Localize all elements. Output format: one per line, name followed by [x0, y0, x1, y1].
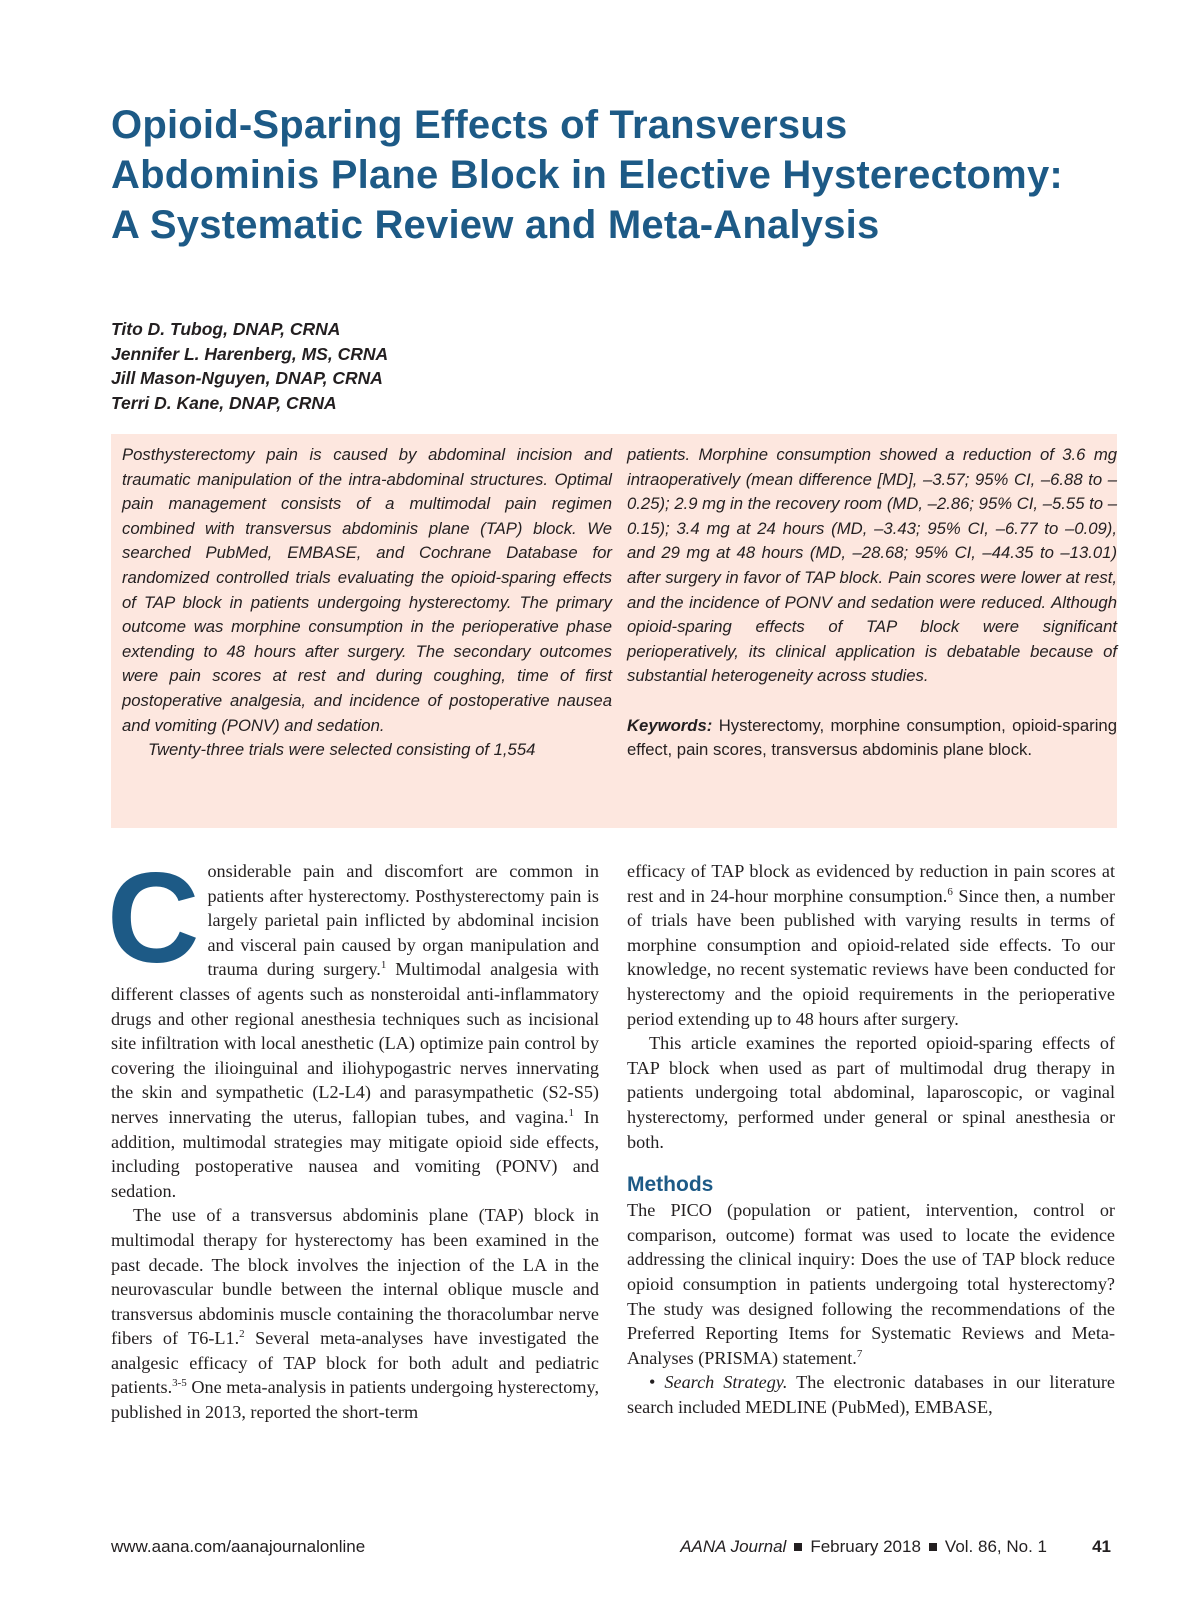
- body-text: In addition, multimodal strategies may mitigate opioid side effects, including postoperative nausea and vomiting (PONV) and sedation.: [111, 1106, 599, 1201]
- body-text: onsiderable pain and discomfort are common in patients after hysterectomy. Posthysterectomy pain is largely parietal pain inflicted by abdominal incision and visceral pain caused by organ manipulation and trauma during surgery.: [207, 861, 599, 980]
- journal-name: AANA Journal: [680, 1537, 787, 1556]
- reference-number: 3-5: [172, 1377, 187, 1390]
- square-bullet-icon: [794, 1543, 802, 1551]
- abstract-paragraph-continued: patients. Morphine consumption showed a reduction of 3.6 mg intraoperatively (mean difference [MD], –3.57; 95% CI, –6.88 to –0.25); 2.9 mg in the recovery room (MD, –2.86; 95% CI, –5.55 to –0.15); 3.4 mg at 24 hours (MD, –3.43; 95% CI, –6.77 to –0.09), and 29 mg at 48 hours (MD, –28.68; 95% CI, –44.35 to –13.01) after surgery in favor of TAP block. Pain scores were lower at rest, and the incidence of PONV and sedation were reduced. Although opioid-sparing effects of TAP block were significant perioperatively, its clinical application is debatable because of substantial heterogeneity across studies.: [627, 445, 1117, 686]
- author: Jill Mason-Nguyen, DNAP, CRNA: [111, 368, 383, 388]
- abstract-paragraph: Posthysterectomy pain is caused by abdominal incision and traumatic manipulation of the intra-abdominal structures. Optimal pain management consists of a multimodal pain regimen combined with transversus abdominis plane (TAP) block. We searched PubMed, EMBASE, and Cochrane Database for randomized controlled trials evaluating the opioid-sparing effects of TAP block in patients undergoing hysterectomy. The primary outcome was morphine consumption in the perioperative phase extending to 48 hours after surgery. The secondary outcomes were pain scores at rest and during coughing, time of first postoperative analgesia, and incidence of postoperative nausea and vomiting (PONV) and sedation.: [122, 445, 612, 735]
- author: Terri D. Kane, DNAP, CRNA: [111, 392, 337, 413]
- body-right-column: [627, 859, 1115, 1419]
- volume-issue: Vol. 86, No. 1: [944, 1537, 1047, 1556]
- title-line: Abdominis Plane Block in Elective Hysterectomy:: [111, 153, 1063, 197]
- body-paragraph: This article examines the reported opioid-sparing effects of TAP block when used as part of multimodal drug therapy in patients undergoing total abdominal, laparoscopic, or vaginal hysterectomy, performed under general or spinal anesthesia or both.: [627, 1033, 1115, 1152]
- body-paragraph-continued: [627, 859, 1115, 1031]
- reference-number: 1: [380, 959, 387, 972]
- article-title: [111, 100, 1131, 250]
- body-left-column: [107, 847, 599, 1425]
- body-text: Since then, a number of trials have been published with varying results in terms of morphine consumption and opioid-related side effects. To our knowledge, no recent systematic reviews have been conducted for hysterectomy and the opioid requirements in the perioperative period extending up to 48 hours after surgery.: [627, 885, 1115, 1029]
- journal-citation: [680, 1535, 1047, 1559]
- reference-number: 6: [947, 885, 953, 898]
- keywords-text: Hysterectomy, morphine consumption, opioid-sparing effect, pain scores, transversus abdominis plane block.: [627, 715, 1117, 760]
- page-footer: [111, 1535, 1117, 1559]
- body-text: efficacy of TAP block as evidenced by reduction in pain scores at rest and in 24-hour morphine consumption.: [627, 861, 1115, 906]
- abstract-right-column: [627, 443, 1117, 763]
- body-paragraph: [111, 1203, 599, 1424]
- body-text: One meta-analysis in patients undergoing hysterectomy, published in 2013, reported the short-term: [111, 1377, 599, 1423]
- author-list: [111, 317, 388, 415]
- bullet: •: [649, 1372, 665, 1393]
- body-text: The use of a transversus abdominis plane (TAP) block in multimodal therapy for hysterectomy has been examined in the past decade. The block involves the injection of the LA in the neurovascular bundle between the internal oblique muscle and transversus abdominis muscle containing the thoracolumbar nerve fibers of T6-L1.: [111, 1205, 599, 1349]
- abstract-left-column: [122, 443, 612, 763]
- reference-number: 1: [568, 1106, 574, 1119]
- body-text: Multimodal analgesia with different classes of agents such as nonsteroidal anti-inflammatory drugs and other regional anesthesia techniques such as incisional site infiltration with local anesthetic (LA) optimize pain control by covering the ilioinguinal and iliohypogastric nerves innervating the skin and sympathetic (L2-L4) and parasympathetic (S2-S5) nerves innervating the uterus, fallopian tubes, and vagina.: [111, 959, 599, 1127]
- issue-date: February 2018: [810, 1537, 921, 1556]
- keywords: [627, 714, 1117, 763]
- body-text: The electronic databases in our literature search included MEDLINE (PubMed), EMBASE,: [627, 1372, 1116, 1417]
- subsection-label: Search Strategy.: [664, 1372, 788, 1393]
- title-line: A Systematic Review and Meta-Analysis: [111, 203, 880, 247]
- body-text: The PICO (population or patient, intervention, control or comparison, outcome) format was used to locate the evidence addressing the clinical inquiry: Does the use of TAP block reduce opioid consumption in patients undergoing total hysterectomy? The study was designed following the recommendations of the Preferred Reporting Items for Systematic Reviews and Meta-Analyses (PRISMA) statement.: [627, 1200, 1115, 1368]
- journal-url[interactable]: www.aana.com/aanajournalonline: [111, 1537, 366, 1556]
- title-line: Opioid-Sparing Effects of Transversus: [111, 103, 848, 147]
- square-bullet-icon: [929, 1543, 937, 1551]
- drop-cap: C: [107, 847, 200, 990]
- body-text: Several meta-analyses have investigated the analgesic efficacy of TAP block for both adult and pediatric patients.: [111, 1328, 599, 1398]
- section-heading-methods: Methods: [627, 1173, 714, 1197]
- reference-number: 2: [239, 1328, 245, 1341]
- author: Jennifer L. Harenberg, MS, CRNA: [111, 343, 389, 364]
- body-paragraph: [627, 1370, 1115, 1419]
- page-number: 41: [1092, 1537, 1111, 1556]
- keywords-label: Keywords:: [627, 715, 713, 735]
- body-paragraph: [627, 1198, 1115, 1370]
- author: Tito D. Tubog, DNAP, CRNA: [111, 319, 341, 339]
- abstract-paragraph: Twenty-three trials were selected consisting of 1,554: [148, 740, 536, 760]
- body-paragraph: [107, 847, 599, 1203]
- reference-number: 7: [856, 1347, 863, 1360]
